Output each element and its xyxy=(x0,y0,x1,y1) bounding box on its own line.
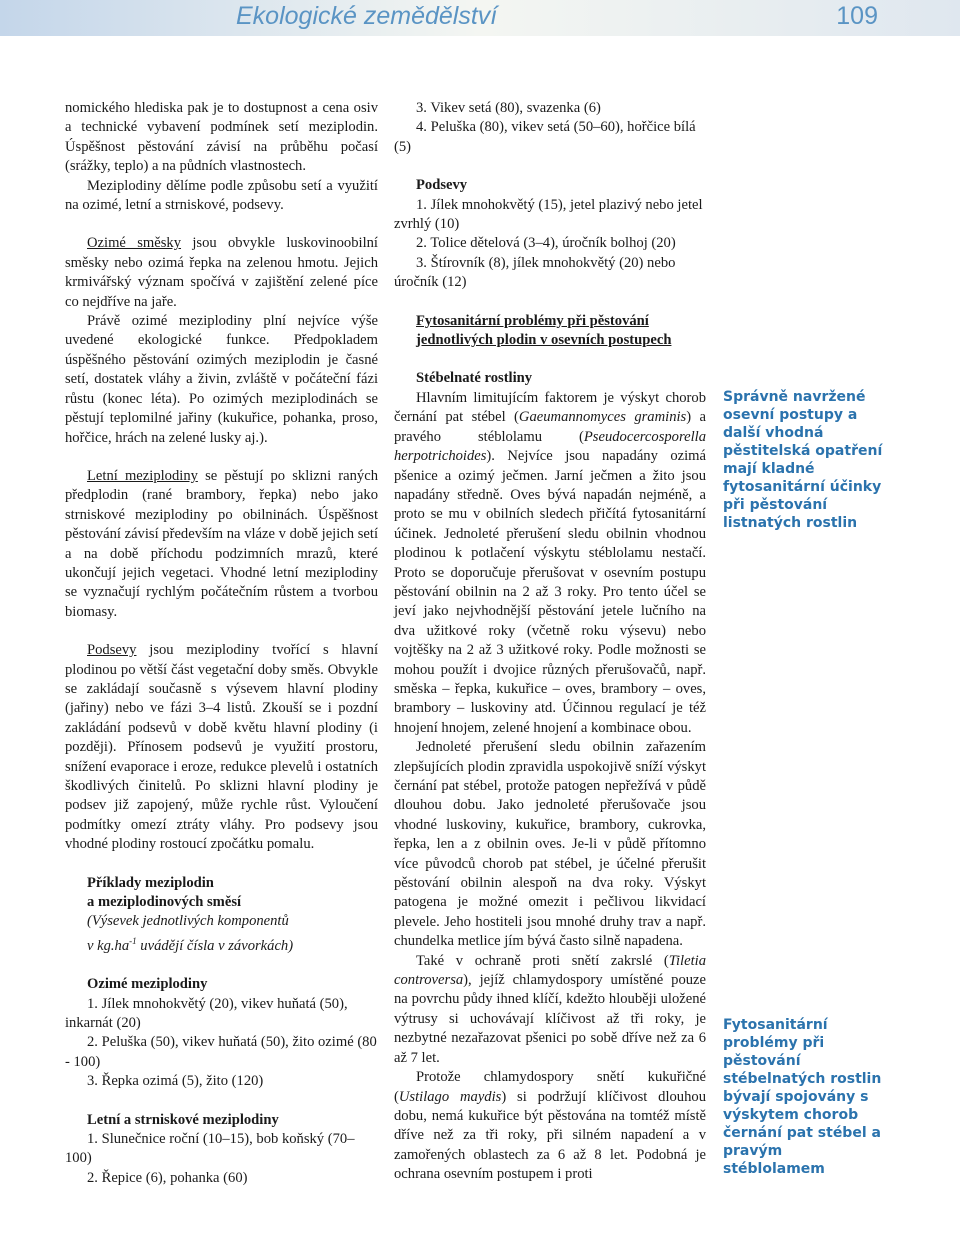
sidenote-2: Fytosanitární problémy při pěstování stébelnatých rostlin bývají spojovány s výskytem chorob černání pat stébel a pravým stéblolamem xyxy=(723,1017,882,1177)
list-heading: Podsevy xyxy=(416,177,468,194)
note-superscript: -1 xyxy=(129,935,137,946)
note-text: uvádějí čísla v závorkách) xyxy=(136,937,294,954)
paragraph: nomického hlediska pak je to dostupnost a cena osiv a technické vybavení podmínek setí meziplodin. Úspěšnost pěstování závisí na průběhu počasí (srážky, teplo) a na půdních vlastnostech. xyxy=(65,100,378,175)
examples-title: Příklady meziplodin xyxy=(87,874,214,891)
paragraph-text: ) si podržují klíčivost dlouhou dobu, nemá kukuřice být pěstována na tomtéž místě dříve než za tři roky, při silném napadení a v zamořených oblastech za 6 až 8 let. Podobná je ochrana osevním postupem i proti xyxy=(394,1088,706,1183)
list-item: 1. Jílek mnohokvětý (20), vikev huňatá (50), inkarnát (20) xyxy=(65,995,348,1031)
paragraph-text: se pěstují po sklizni raných předplodin (rané brambory, řepka) nebo jako strniskové meziplodiny po obilninách. Úspěšnost pěstování závisí především na vláze v době jejich setí a na době příchodu podzimních mrazů, které ukončují jejich vegetaci. Vhodné letní meziplodiny se vyznačují rychlým počátečním růstem a tvorbou biomasy. xyxy=(65,467,379,620)
middle-column xyxy=(394,99,706,1185)
latin-name: Pseudocercosporella herpotrichoides xyxy=(394,428,706,465)
examples-block xyxy=(65,874,378,956)
examples-note: (Výsevek jednotlivých komponentů xyxy=(87,913,289,930)
list-item: 2. Řepice (6), pohanka (60) xyxy=(87,1169,248,1186)
paragraph: Jednoleté přerušení sledu obilnin zařazením zlepšujících plodin zpravidla uspokojivě sníží výskyt černání pat stébel, protože patogen nepřežívá v půdě dlouhou dobu. Jako jednoleté přerušovače jsou vhodné luskoviny, kukuřice, brambory, cukrovka, řepka, len a z obilnin oves. Je-li v půdě přítomno více původců chorob pat stébel, je účelné přerušit pěstování obilnin alespoň na dva roky. Výskyt patogena je možné omezit i pečlivou likvidací plevele. Jeho hostiteli jsou mnohé druhy trav a např. chundelka metlice jím bývá často silně napadena. xyxy=(394,739,706,950)
list-item: 3. Řepka ozimá (5), žito (120) xyxy=(87,1073,264,1090)
paragraph-text: ). Nejvíce jsou napadány ozimá pšenice a ozimý ječmen. Jarní ječmen a žito jsou napadány středně. Oves bývá napadán nejméně, a proto se mu v obilních sledech přičítá fytosanitární účinek. Jednoleté přerušení sledu obilnin vhodnou plodinou k potlačení výskytu stéblolamu nestačí. Proto se doporučuje přerušovat v osevním postupu pěstování obilnin na 2 až 3 roky. Pro tento účel se jeví jako nejvhodnější pěstování jetele lučního na dva užitkové roky (včetně roku výsevu) nebo vojtěšky na 2 až 3 užitkové roky. Podle možnosti se mohou použít i dvojice různých přerušovačů, např. směska – řepka, kukuřice – oves, brambory – oves, brambory – luskoviny atd. Účinnou regulací je též hnojení hnojem, zelené hnojení a kombinace obou. xyxy=(394,448,706,736)
examples-note xyxy=(87,932,378,956)
letni-items xyxy=(65,1130,378,1188)
left-column xyxy=(65,99,378,1188)
examples-title: a meziplodinových směsí xyxy=(87,894,242,911)
paragraph: Právě ozimé meziplodiny plní nejvíce výše uvedené ekologické funkce. Předpokladem úspěšného pěstování ozimých meziplodin je časné setí, dostatek vláhy a živin, zvláště v počáteční fázi růstu (konec léta). Po ozimých meziplodinách se pěstují teplomilné jařiny (kukuřice, pohanka, proso, hořčice, hrách na zelené lusky aj.). xyxy=(65,313,378,446)
paragraph-text: Protože chlamydospory snětí kukuřičné ( xyxy=(394,1069,706,1105)
latin-name: Tiletia controversa xyxy=(394,952,706,989)
sidenote-1: Správně navržené osevní postupy a další vhodná pěstitelská opatření mají kladné fytosanitární účinky při pěstování listnatých rostlin xyxy=(723,389,883,531)
section-title-line: jednotlivých plodin v osevních postupech xyxy=(416,332,672,349)
list-item: 3. Vikev setá (80), svazenka (6) xyxy=(416,100,601,116)
paragraph-ozime xyxy=(65,234,378,312)
page-number: 109 xyxy=(836,2,878,30)
letni-items-cont xyxy=(394,99,706,157)
paragraph: Meziplodiny dělíme podle způsobu setí a využití na ozimé, letní a strniskové, podsevy. xyxy=(65,177,378,214)
list-item: 1. Jílek mnohokvětý (15), jetel plazivý nebo jetel zvrhlý (10) xyxy=(394,196,703,233)
latin-name: Ustilago maydis xyxy=(398,1088,502,1105)
paragraph xyxy=(394,952,706,1068)
term-podsevy: Podsevy xyxy=(87,642,137,659)
paragraph-letni xyxy=(65,467,378,622)
section-title-line: Fytosanitární problémy při pěstování xyxy=(416,312,649,329)
paragraph-text: ), jejíž chlamydospory umístěné pouze na povrchu půdy ihned klíčí, kdežto hlouběji uložené výtrusy si uchovávají klíčivost až tři roky, je nezbytné nezařazovat pšenici po sobě dříve než za 6 až 7 let. xyxy=(394,972,706,1066)
paragraph-text: ) a pravého stéblolamu ( xyxy=(394,409,706,445)
term-ozime: Ozimé směsky xyxy=(87,235,182,252)
subsection-heading: Stébelnaté rostliny xyxy=(416,370,533,387)
letni-list xyxy=(65,1111,378,1130)
latin-name: Gaeumannomyces graminis xyxy=(518,409,687,426)
list-heading: Ozimé meziplodiny xyxy=(87,976,208,993)
podsevy-items xyxy=(394,196,706,293)
paragraph-text: Hlavním limitujícím faktorem je výskyt chorob černání pat stébel ( xyxy=(394,389,706,426)
list-item: 2. Tolice dětelová (3–4), úročník bolhoj (20) xyxy=(416,235,676,252)
paragraph-text: Také v ochraně proti snětí zakrslé ( xyxy=(416,952,669,969)
term-letni: Letní meziplodiny xyxy=(87,467,198,484)
stebelnate-heading-wrap xyxy=(394,369,706,388)
paragraph-podsevy xyxy=(65,641,378,854)
list-heading: Letní a strniskové meziplodiny xyxy=(87,1111,279,1128)
list-item: 4. Peluška (80), vikev setá (50–60), hořčice bílá (5) xyxy=(394,119,696,155)
paragraph xyxy=(394,1068,706,1184)
podsevy-list xyxy=(394,176,706,195)
running-title: Ekologické zemědělství xyxy=(236,2,498,30)
list-item: 2. Peluška (50), vikev huňatá (50), žito ozimé (80 - 100) xyxy=(65,1034,377,1070)
section-title xyxy=(394,312,706,351)
ozime-list xyxy=(65,975,378,994)
list-item: 1. Slunečnice roční (10–15), bob koňský (70–100) xyxy=(65,1130,355,1167)
list-item: 3. Štírovník (8), jílek mnohokvětý (20) nebo úročník (12) xyxy=(394,254,676,291)
note-text: v kg.ha xyxy=(87,937,130,954)
paragraph-text: jsou obvykle luskovinoobilní směsky nebo ozimá řepka na zelenou hmotu. Jejich krmivářský význam spočívá v zajištění zelené píce co nejdříve na jaře. xyxy=(65,235,378,310)
paragraph xyxy=(394,389,706,738)
paragraph-text: jsou meziplodiny tvořící s hlavní plodinou po větší část vegetační doby směs. Obvykle se zakládají současně s výsevem hlavní plodiny (jařiny) nebo ve fázi 3–4 listů. Zkouší se i pozdní zakládání podsevů v době květu hlavní plodiny (i později). Přínosem podsevů je využití prostoru, snížení evaporace i eroze, redukce plevelů i ostatních škodlivých činitelů. Po sklizni hlavní plodiny je podsev již zapojený, může rychle růst. Vyloučení podmítky omezí ztráty vláhy. Pro podsevy jsou vhodné plodiny rostoucí zpočátku pomalu. xyxy=(65,642,378,853)
ozime-items xyxy=(65,995,378,1092)
